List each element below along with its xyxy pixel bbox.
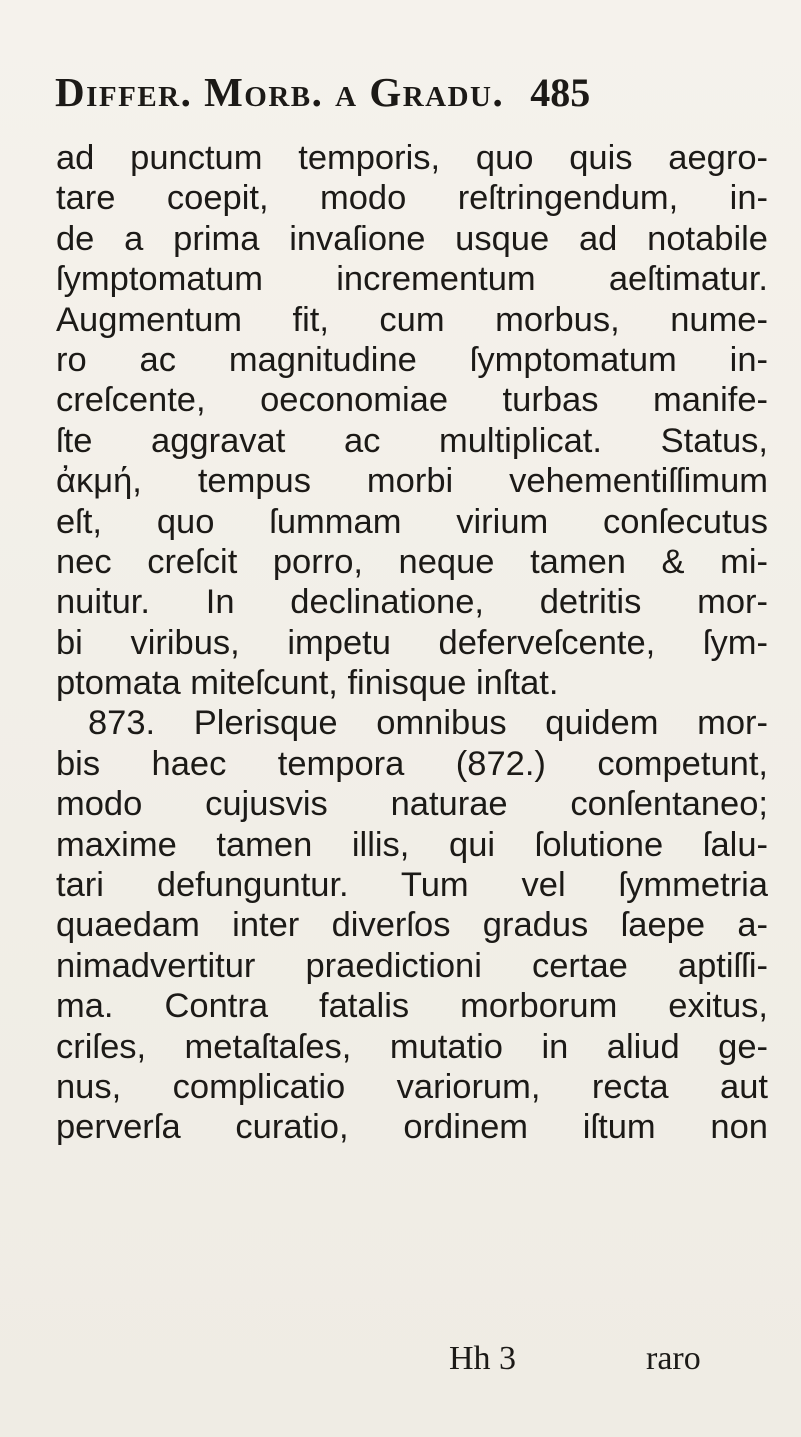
- text-line: ad punctum temporis, quo quis aegro-: [56, 139, 768, 177]
- running-head: [55, 68, 755, 128]
- running-title: Differ. Morb. a Gradu.: [55, 69, 505, 115]
- catchword: raro: [646, 1340, 701, 1377]
- text-line: creſcente, oeconomiae turbas manife-: [56, 381, 768, 420]
- text-line: Augmentum fit, cum morbus, nume-: [56, 300, 768, 339]
- text-line: eſt, quo ſummam virium conſecutus: [56, 502, 768, 541]
- text-line: criſes, metaſtaſes, mutatio in aliud ge-: [56, 1027, 768, 1066]
- signature-mark: Hh 3: [449, 1340, 517, 1377]
- text-line: tari defunguntur. Tum vel ſymmetria: [56, 866, 768, 905]
- paragraph-start-line: 873. Plerisque omnibus quidem mor-: [88, 704, 768, 743]
- text-line: ma. Contra fatalis morborum exitus,: [56, 987, 768, 1026]
- text-line: bis haec tempora (872.) competunt,: [56, 744, 768, 783]
- text-line: maxime tamen illis, qui ſolutione ſalu-: [56, 825, 768, 864]
- text-line: quaedam inter diverſos gradus ſaepe a-: [56, 906, 768, 945]
- text-line: nimadvertitur praedictioni certae aptiſſi-: [56, 946, 768, 985]
- text-line: nec creſcit porro, neque tamen & mi-: [56, 542, 768, 581]
- body-text: [56, 138, 768, 1148]
- text-line: ptomata miteſcunt, finisque inſtat.: [56, 664, 559, 703]
- text-line: de a prima invaſione usque ad notabile: [56, 219, 768, 258]
- signature-line: [56, 1340, 768, 1384]
- text-line: ſte aggravat ac multiplicat. Status,: [56, 421, 768, 460]
- text-line: ro ac magnitudine ſymptomatum in-: [56, 340, 768, 379]
- text-line: nuitur. In declinatione, detritis mor-: [56, 583, 768, 622]
- page-number: 485: [530, 70, 591, 115]
- text-line: bi viribus, impetu deferveſcente, ſym-: [56, 623, 768, 662]
- text-line: perverſa curatio, ordinem iſtum non: [56, 1108, 768, 1147]
- text-line: ἀκμή, tempus morbi vehementiſſimum: [56, 462, 768, 501]
- text-line: nus, complicatio variorum, recta aut: [56, 1067, 768, 1106]
- text-line: modo cujusvis naturae conſentaneo;: [56, 785, 768, 824]
- text-line: ſymptomatum incrementum aeſtimatur.: [56, 260, 768, 299]
- text-line: tare coepit, modo reſtringendum, in-: [56, 179, 768, 218]
